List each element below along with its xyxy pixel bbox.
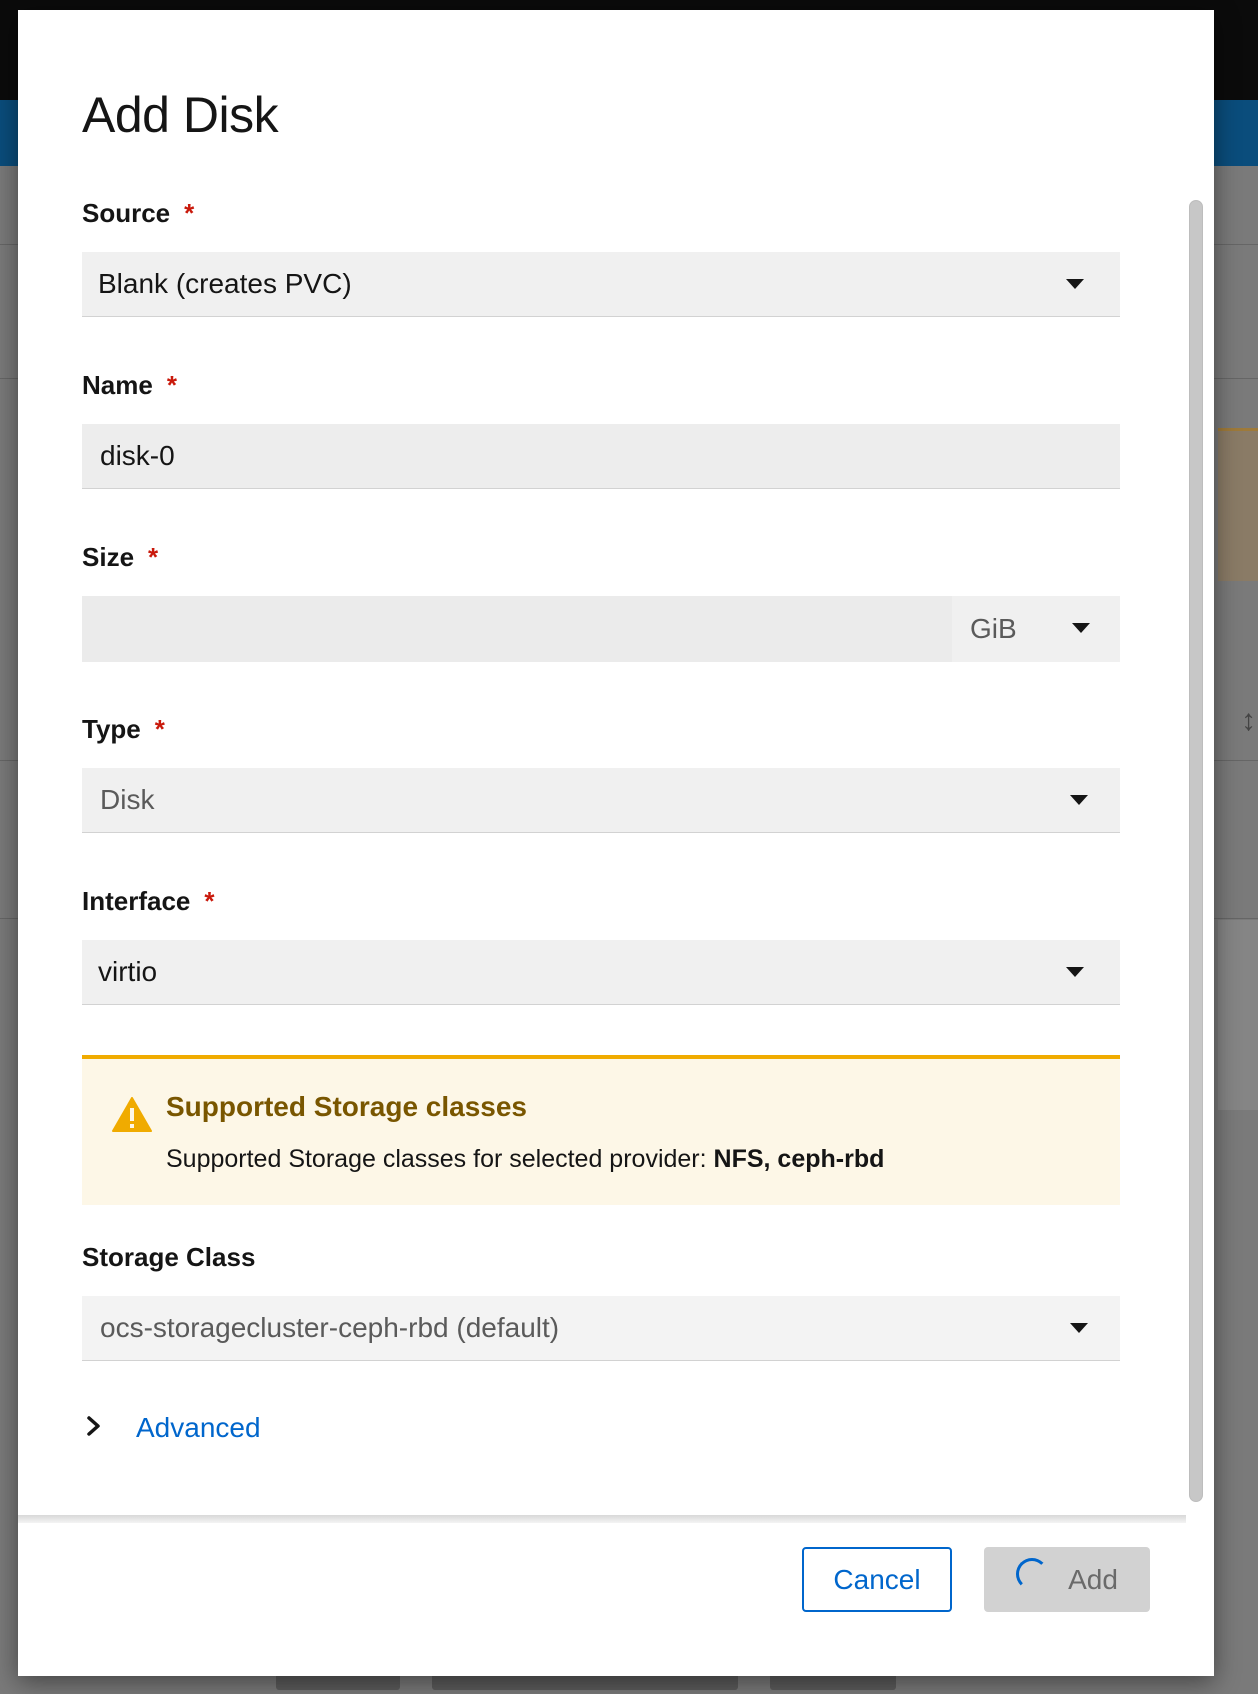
cancel-button[interactable]: Cancel	[802, 1547, 952, 1612]
size-label-text: Size	[82, 542, 135, 572]
size-label	[82, 542, 158, 573]
alert-storage-classes: NFS, ceph-rbd	[713, 1145, 885, 1173]
size-unit-select[interactable]	[952, 596, 1120, 662]
loading-spinner-icon	[1016, 1558, 1048, 1590]
caret-down-icon	[1072, 623, 1090, 633]
footer-divider	[18, 1515, 1186, 1523]
source-label-text: Source	[82, 198, 171, 228]
caret-down-icon	[1070, 1323, 1088, 1333]
interface-select[interactable]	[82, 940, 1120, 1005]
name-value: disk-0	[100, 440, 175, 471]
advanced-label: Advanced	[136, 1412, 261, 1443]
type-label	[82, 714, 165, 745]
name-input[interactable]	[82, 424, 1120, 489]
warning-triangle-icon	[112, 1097, 152, 1133]
modal-title: Add Disk	[82, 87, 279, 143]
caret-down-icon	[1070, 795, 1088, 805]
source-label	[82, 198, 194, 229]
chevron-right-icon	[86, 1412, 116, 1444]
scrollbar-thumb[interactable]	[1189, 200, 1203, 1502]
required-marker: *	[154, 714, 165, 744]
storage-class-select[interactable]	[82, 1296, 1120, 1361]
source-value: Blank (creates PVC)	[98, 268, 352, 299]
name-label-text: Name	[82, 370, 153, 400]
storage-class-label: Storage Class	[82, 1242, 256, 1272]
caret-down-icon	[1066, 967, 1084, 977]
sort-arrows-icon: ↕	[1241, 704, 1256, 737]
background-alert-edge	[1218, 428, 1258, 581]
size-unit-value: GiB	[970, 613, 1017, 644]
name-label	[82, 370, 177, 401]
advanced-toggle[interactable]	[82, 1412, 261, 1444]
interface-label	[82, 886, 215, 917]
caret-down-icon	[1066, 279, 1084, 289]
background-panel-edge	[1218, 920, 1258, 1110]
storage-classes-alert	[82, 1055, 1120, 1205]
required-marker: *	[184, 198, 195, 228]
size-input[interactable]	[82, 596, 952, 662]
alert-text: Supported Storage classes for selected provider:	[166, 1145, 714, 1173]
required-marker: *	[204, 886, 215, 916]
alert-description	[166, 1145, 884, 1174]
scrollbar[interactable]	[1186, 185, 1206, 1505]
interface-value: virtio	[98, 956, 158, 987]
type-value: Disk	[100, 784, 155, 815]
type-label-text: Type	[82, 714, 141, 744]
type-select[interactable]	[82, 768, 1120, 833]
modal-body	[18, 190, 1186, 1520]
source-select[interactable]	[82, 252, 1120, 317]
required-marker: *	[166, 370, 177, 400]
storage-class-value: ocs-storagecluster-ceph-rbd (default)	[100, 1312, 560, 1343]
required-marker: *	[148, 542, 159, 572]
interface-label-text: Interface	[82, 886, 191, 916]
add-disk-modal	[18, 10, 1214, 1676]
add-button-label: Add	[1068, 1563, 1118, 1595]
alert-title: Supported Storage classes	[166, 1091, 528, 1122]
add-button[interactable]	[984, 1547, 1150, 1612]
